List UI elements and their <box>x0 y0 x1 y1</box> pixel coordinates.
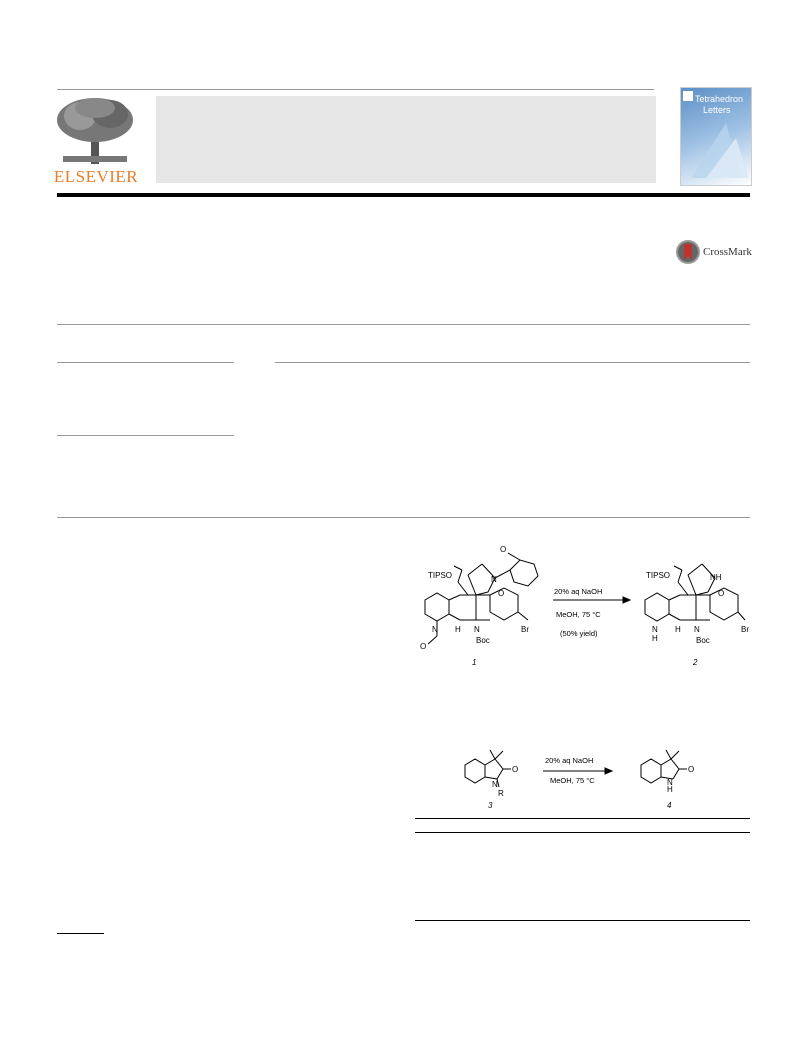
sm-h-label: H <box>455 625 461 634</box>
journal-cover <box>680 87 752 186</box>
compound-1-number: 1 <box>472 658 477 667</box>
sm-n2-label: N <box>432 625 438 634</box>
sm-n1-label: N <box>491 575 497 584</box>
keywords-rule <box>57 435 234 436</box>
s2-sm-r-label: R <box>498 789 504 798</box>
publisher-name: ELSEVIER <box>53 167 139 186</box>
s2-pr-o-label: O <box>688 765 695 774</box>
abstract-bottom-rule <box>57 517 750 518</box>
sm-n3-label: N <box>474 625 480 634</box>
scheme2-reagent-1: 20% aq NaOH <box>545 756 594 765</box>
pr-h-label: H <box>652 634 658 643</box>
scheme2-reagent-2: MeOH, 75 °C <box>550 776 595 785</box>
pr-n3-label: N <box>694 625 700 634</box>
s2-pr-n-label: N <box>667 778 673 787</box>
journal-banner <box>156 96 656 183</box>
footnote-rule <box>57 933 104 934</box>
sm-boc-label: Boc <box>476 636 490 645</box>
pr-o1-label: O <box>718 589 725 598</box>
sm-o1-label: O <box>498 589 505 598</box>
s2-pr-h-label: H <box>667 785 673 794</box>
scheme-1 <box>410 540 755 670</box>
table-header-rule <box>415 832 750 833</box>
crossmark-label: CrossMark <box>703 246 752 258</box>
pr-br-label: Br <box>741 625 749 634</box>
article-info-top-rule <box>57 324 750 325</box>
crossmark-badge[interactable] <box>675 238 755 266</box>
sm-br-label: Br <box>521 625 529 634</box>
scheme1-reagent-2: MeOH, 75 °C <box>556 610 601 619</box>
pr-n2-label: N <box>652 625 658 634</box>
sm-tipso-label: TIPSO <box>428 571 453 580</box>
scheme-2 <box>455 745 730 810</box>
compound-3-number: 3 <box>488 801 493 810</box>
s2-sm-o-label: O <box>512 765 519 774</box>
compound-4-number: 4 <box>667 801 672 810</box>
scheme1-reagent-1: 20% aq NaOH <box>554 587 603 596</box>
compound-2-number: 2 <box>693 658 698 667</box>
s2-sm-n-label: N <box>492 780 498 789</box>
article-info-rule <box>57 362 234 363</box>
table-bottom-rule <box>415 920 750 921</box>
pr-tipso-label: TIPSO <box>646 571 671 580</box>
header-top-rule <box>57 89 654 90</box>
table-top-rule <box>415 818 750 819</box>
nitro-label: O <box>500 545 507 554</box>
pr-nh-label: NH <box>710 573 722 582</box>
cover-title-line1: Tetrahedron <box>695 94 744 104</box>
cover-badge <box>683 91 693 101</box>
cover-title-line2: Letters <box>703 105 731 115</box>
sm-o2-label: O <box>420 642 427 651</box>
scheme1-reagent-3: (50% yield) <box>560 629 598 638</box>
abstract-rule <box>275 362 750 363</box>
header-bottom-rule <box>57 193 750 197</box>
pr-boc-label: Boc <box>696 636 710 645</box>
pr-h2-label: H <box>675 625 681 634</box>
